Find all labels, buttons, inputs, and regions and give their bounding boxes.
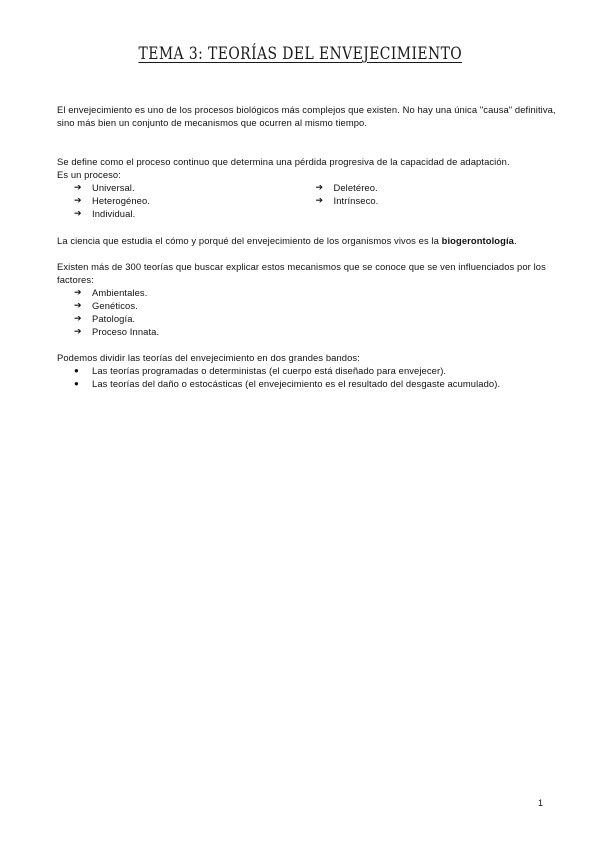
arrow-right-icon: ➔ <box>74 182 82 192</box>
list-item <box>74 312 557 325</box>
list-item-label: Universal. <box>92 182 135 193</box>
list-item-label: Individual. <box>92 208 136 219</box>
list-item-label: Heterogéneo. <box>92 195 151 206</box>
arrow-right-icon: ➔ <box>74 300 82 310</box>
arrow-right-icon: ➔ <box>74 287 82 297</box>
list-item-label: Patología. <box>92 313 136 324</box>
list-item <box>74 325 557 338</box>
groups-paragraph: Podemos dividir las teorías del envejecimiento en dos grandes bandos: <box>57 352 360 363</box>
list-item <box>316 194 558 207</box>
bullet-icon: ● <box>74 379 79 388</box>
list-item-label: Proceso Innata. <box>92 326 160 337</box>
document-body <box>57 103 557 390</box>
arrow-right-icon: ➔ <box>315 195 324 205</box>
groups-list <box>57 364 557 390</box>
definition-subtitle: Es un proceso: <box>57 169 121 180</box>
process-properties-right <box>316 181 558 220</box>
list-item <box>57 364 557 377</box>
arrow-right-icon: ➔ <box>74 208 82 218</box>
arrow-right-icon: ➔ <box>74 195 82 205</box>
list-item <box>74 194 316 207</box>
factors-list <box>57 286 557 338</box>
list-item-label: Ambientales. <box>92 287 148 298</box>
definition-paragraph: Se define como el proceso continuo que determina una pérdida progresiva de la capacidad de adaptación. <box>57 156 510 167</box>
bullet-icon: ● <box>74 366 79 375</box>
list-item-label: Deletéreo. <box>333 182 378 193</box>
list-item-label: Genéticos. <box>92 300 138 311</box>
science-end: . <box>513 235 517 246</box>
list-item <box>57 377 557 390</box>
list-item <box>74 299 557 312</box>
list-item-label: Las teorías programadas o deterministas (el cuerpo está diseñado para envejecer). <box>92 365 447 376</box>
page-title <box>0 44 600 64</box>
list-item <box>74 181 316 194</box>
arrow-right-icon: ➔ <box>74 313 82 323</box>
process-properties-list <box>57 181 557 220</box>
page-title-text: TEMA 3: TEORÍAS DEL ENVEJECIMIENTO <box>138 44 462 64</box>
science-text: La ciencia que estudia el cómo y porqué del envejecimiento de los organismos vivos es la <box>57 235 442 246</box>
page-number: 1 <box>537 798 543 808</box>
theories-paragraph: Existen más de 300 teorías que buscar explicar estos mecanismos que se conoce que se ven influenciados por los factores: <box>57 261 546 285</box>
list-item <box>74 286 557 299</box>
biogerontology-term: biogerontología <box>441 235 514 246</box>
arrow-right-icon: ➔ <box>315 182 324 192</box>
science-paragraph <box>57 234 557 247</box>
list-item <box>74 207 316 220</box>
intro-paragraph: El envejecimiento es uno de los procesos biológicos más complejos que existen. No hay una única "causa" definitiva, sino más bien un conjunto de mecanismos que ocurren al mismo tiempo. <box>57 104 556 128</box>
arrow-right-icon: ➔ <box>74 326 82 336</box>
list-item-label: Intrínseco. <box>333 195 379 206</box>
list-item-label: Las teorías del daño o estocásticas (el envejecimiento es el resultado del desgaste acumulado). <box>92 378 501 389</box>
process-properties-left <box>74 181 316 220</box>
list-item <box>316 181 558 194</box>
